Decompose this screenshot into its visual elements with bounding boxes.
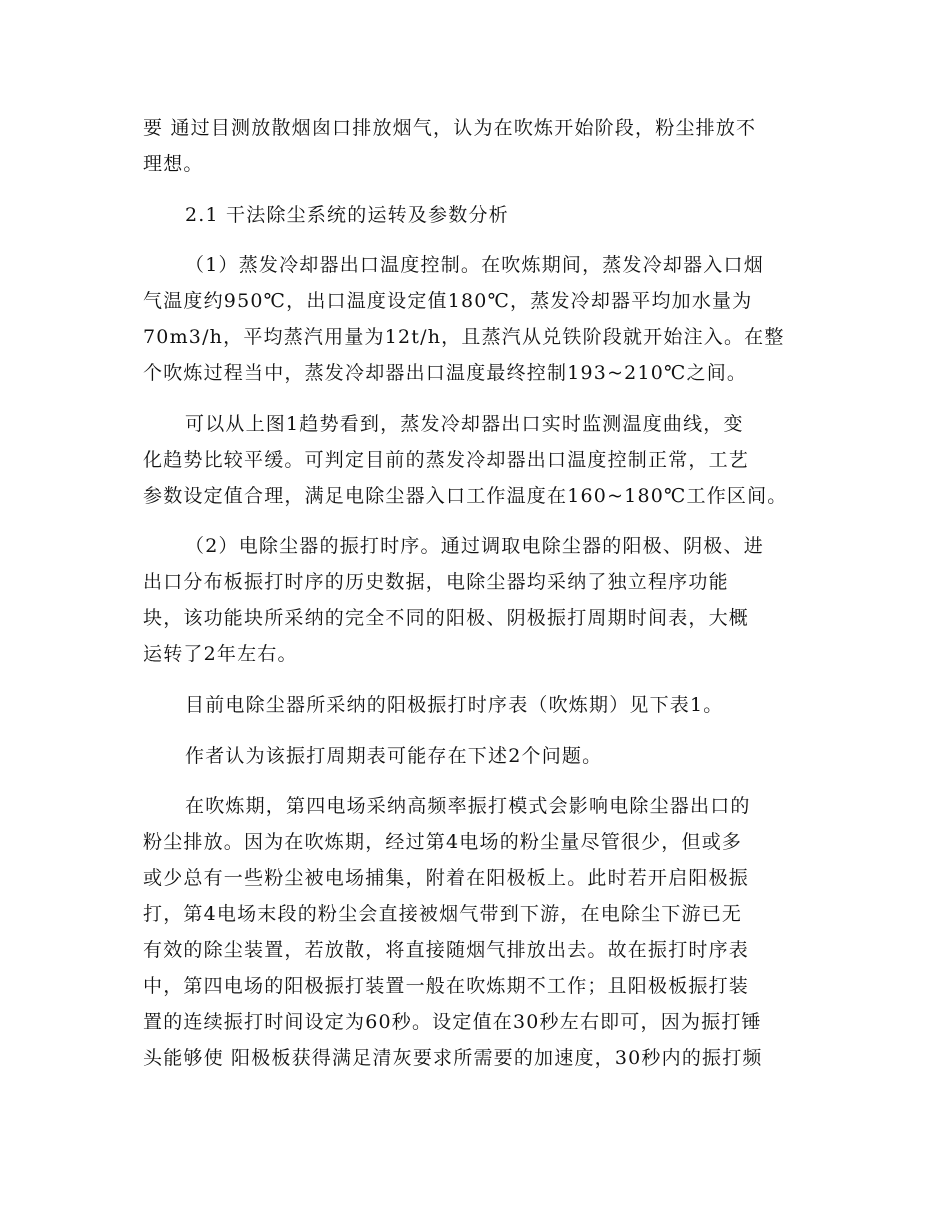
body-text-line: 个吹炼过程当中，蒸发冷却器出口温度最终控制193~210℃之间。 [143,362,748,385]
body-text-line: 粉尘排放。因为在吹炼期，经过第4电场的粉尘量尽管很少，但或多 [143,831,743,854]
body-text-line: 或少总有一些粉尘被电场捕集，附着在阳极板上。此时若开启阳极振 [143,867,750,890]
body-text-line: 出口分布板振打时序的历史数据，电除尘器均采纳了独立程序功能 [143,571,729,594]
document-body [143,110,808,1076]
body-text-line: 可以从上图1趋势看到，蒸发冷却器出口实时监测温度曲线，变 [185,412,744,435]
body-text-line: （2）电除尘器的振打时序。通过调取电除尘器的阳极、阴极、进 [185,535,764,558]
body-text-line: 中，第四电场的阳极振打装置一般在吹炼期不工作；且阳极板振打装 [143,975,750,998]
body-text-line: 70m3/h，平均蒸汽用量为12t/h，且蒸汽从兑铁阶段就开始注入。在整 [143,326,785,349]
body-text-line: 在吹炼期，第四电场采纳高频率振打模式会影响电除尘器出口的 [185,795,751,818]
section-heading: 2.1 干法除尘系统的运转及参数分析 [185,203,509,226]
body-text-line: （1）蒸发冷却器出口温度控制。在吹炼期间，蒸发冷却器入口烟 [185,254,764,277]
body-text-line: 打，第4电场末段的粉尘会直接被烟气带到下游，在电除尘下游已无 [143,903,743,926]
body-text-line: 目前电除尘器所采纳的阳极振打时序表（吹炼期）见下表1。 [185,693,724,716]
body-text-line: 置的连续振打时间设定为60秒。设定值在30秒左右即可，因为振打锤 [143,1011,762,1034]
body-text-line: 化趋势比较平缓。可判定目前的蒸发冷却器出口温度控制正常，工艺 [143,448,750,471]
body-text-line: 块，该功能块所采纳的完全不同的阳极、阴极振打周期时间表，大概 [143,607,750,630]
body-text-line: 头能够使 阳极板获得满足清灰要求所需要的加速度，30秒内的振打频 [143,1047,763,1070]
body-text-line: 理想。 [143,153,204,175]
body-text-line: 参数设定值合理，满足电除尘器入口工作温度在160~180℃工作区间。 [143,484,788,507]
body-text-line: 作者认为该振打周期表可能存在下述2个问题。 [185,744,603,767]
body-text-line: 气温度约950℃，出口温度设定值180℃，蒸发冷却器平均加水量为 [143,290,753,313]
body-text-line: 要 通过目测放散烟囱口排放烟气，认为在吹炼开始阶段，粉尘排放不 [143,117,757,139]
body-text-line: 运转了2年左右。 [143,643,298,666]
body-text-line: 有效的除尘装置，若放散，将直接随烟气排放出去。故在振打时序表 [143,939,750,962]
